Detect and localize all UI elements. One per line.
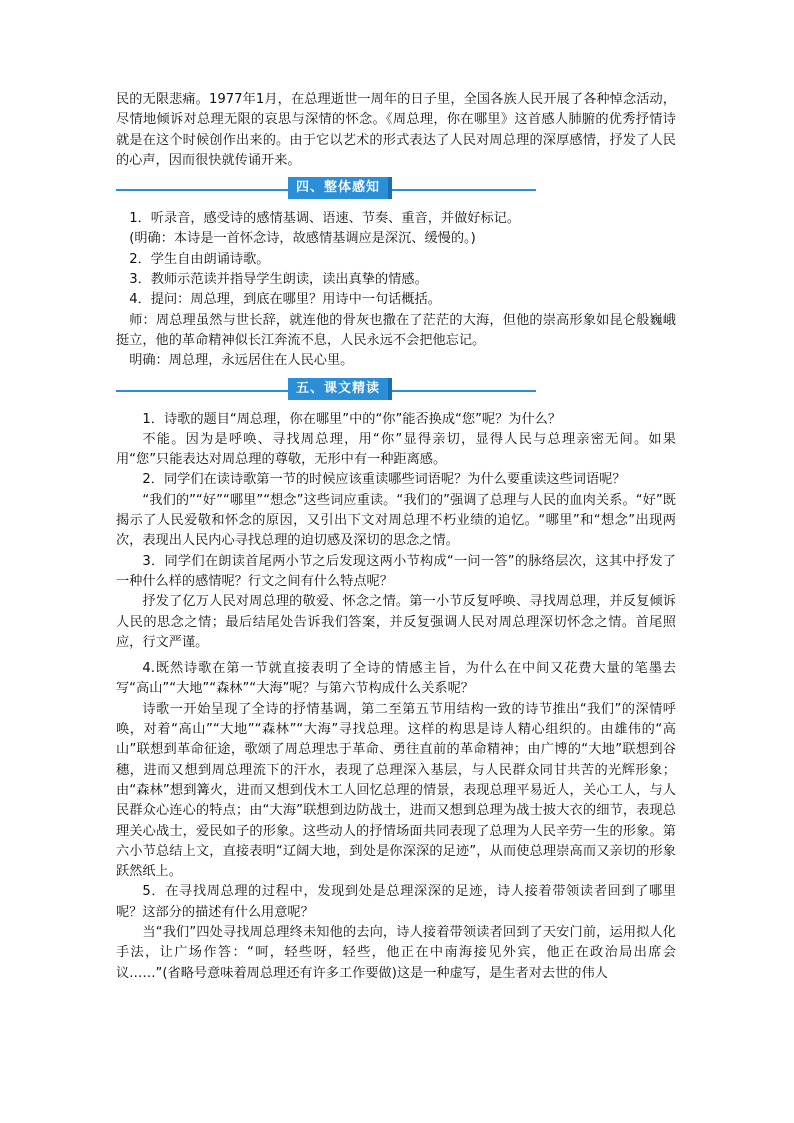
intro-paragraph: 民的无限悲痛。1977年1月，在总理逝世一周年的日子里，全国各族人民开展了各种悼念活动，尽情地倾诉对总理无限的哀思与深情的怀念。《周总理，你在哪里》这首感人肺腑的优秀抒情诗就是在这个时候创作出来的。由于它以艺术的形式表达了人民对周总理的深厚感情，抒发了人民的心声，因而很快就传诵开来。 bbox=[116, 92, 676, 168]
step-3: 3．教师示范读并指导学生朗读，读出真挚的情感。 bbox=[129, 272, 428, 288]
question-3: 3．同学们在朗读首尾两小节之后发现这两小节构成“一问一答”的脉络层次，这其中抒发了一种什么样的感情呢？行文之间有什么特点呢？ bbox=[116, 553, 676, 589]
answer-5: 当“我们”四处寻找周总理终未知他的去向，诗人接着带领读者回到了天安门前，运用拟人化手法，让广场作答：“呵，轻些呀，轻些，他正在中南海接见外宾，他正在政治局出席会议……”(省略号意味着周总理还有许多工作要做)这是一种虚写，是生者对去世的伟人 bbox=[116, 924, 676, 981]
section-title-4: 四、整体感知 bbox=[288, 177, 392, 199]
section-title-5: 五、课文精读 bbox=[288, 378, 392, 400]
document-page bbox=[116, 90, 676, 984]
section-heading-5 bbox=[116, 376, 676, 404]
section-heading-4 bbox=[116, 175, 676, 203]
answer-4: 诗歌一开始呈现了全诗的抒情基调，第二至第五节用结构一致的诗节推出“我们”的深情呼唤，对着“高山”“大地”“森林”“大海”寻找总理。这样的构思是诗人精心组织的。由雄伟的“高山”联想到革命征途，歌颂了周总理忠于革命、勇往直前的革命精神；由广博的“大地”联想到谷穗，进而又想到周总理流下的汗水，表现了总理深入基层，与人民群众同甘共苦的光辉形象；由“森林”想到篝火，进而又想到伐木工人回忆总理的情景，表现总理平易近人，关心工人，与人民群众心连心的特点；由“大海”联想到边防战士，进而又想到总理为战士披大衣的细节，表现总理关心战士，爱民如子的形象。这些动人的抒情场面共同表现了总理为人民辛劳一生的形象。第六小节总结上文，直接表明“辽阔大地，到处是你深深的足迹”，从而使总理崇高而又亲切的形象跃然纸上。 bbox=[116, 701, 676, 880]
answer-3: 抒发了亿万人民对周总理的敬爱、怀念之情。第一小节反复呼唤、寻找周总理，并反复倾诉人民的思念之情；最后结尾处告诉我们答案，并反复强调人民对周总理深切怀念之情。首尾照应，行文严谨。 bbox=[116, 594, 676, 650]
question-4: 4.既然诗歌在第一节就直接表明了全诗的情感主旨，为什么在中间又花费大量的笔墨去写“高山”“大地”“森林”“大海”呢？与第六节构成什么关系呢？ bbox=[116, 661, 676, 697]
question-1: 1．诗歌的题目“周总理，你在哪里”中的“你”能否换成“您”呢？为什么？ bbox=[142, 411, 562, 427]
step-1-answer: (明确：本诗是一首怀念诗，故感情基调应是深沉、缓慢的。) bbox=[129, 231, 476, 247]
step-4-answer: 明确：周总理，永远居住在人民心里。 bbox=[129, 353, 354, 369]
question-2: 2．同学们在读诗歌第一节的时候应该重读哪些词语呢？为什么要重读这些词语呢？ bbox=[142, 472, 626, 488]
answer-1: 不能。因为是呼唤、寻找周总理，用“你”显得亲切，显得人民与总理亲密无间。如果用“您”只能表达对周总理的尊敬，无形中有一种距离感。 bbox=[116, 431, 676, 468]
question-5: 5．在寻找周总理的过程中，发现到处是总理深深的足迹，诗人接着带领读者回到了哪里呢？这部分的描述有什么用意呢？ bbox=[116, 884, 676, 920]
teacher-note: 师：周总理虽然与世长辞，就连他的骨灰也撒在了茫茫的大海，但他的崇高形象如昆仑般巍峨挺立，他的革命精神似长江奔流不息，人民永远不会把他忘记。 bbox=[116, 312, 676, 348]
step-1: 1．听录音，感受诗的感情基调、语速、节奏、重音，并做好标记。 bbox=[129, 211, 521, 227]
step-2: 2．学生自由朗诵诗歌。 bbox=[129, 251, 270, 267]
answer-2: “我们的”“好”“哪里”“想念”这些词应重读。“我们的”强调了总理与人民的血肉关系。“好”既揭示了人民爱敬和怀念的原因，又引出下文对周总理不朽业绩的追忆。“哪里”和“想念”出现两次，表现出人民内心寻找总理的迫切感及深切的思念之情。 bbox=[116, 492, 676, 549]
step-4: 4．提问：周总理，到底在哪里？用诗中一句话概括。 bbox=[129, 292, 441, 308]
